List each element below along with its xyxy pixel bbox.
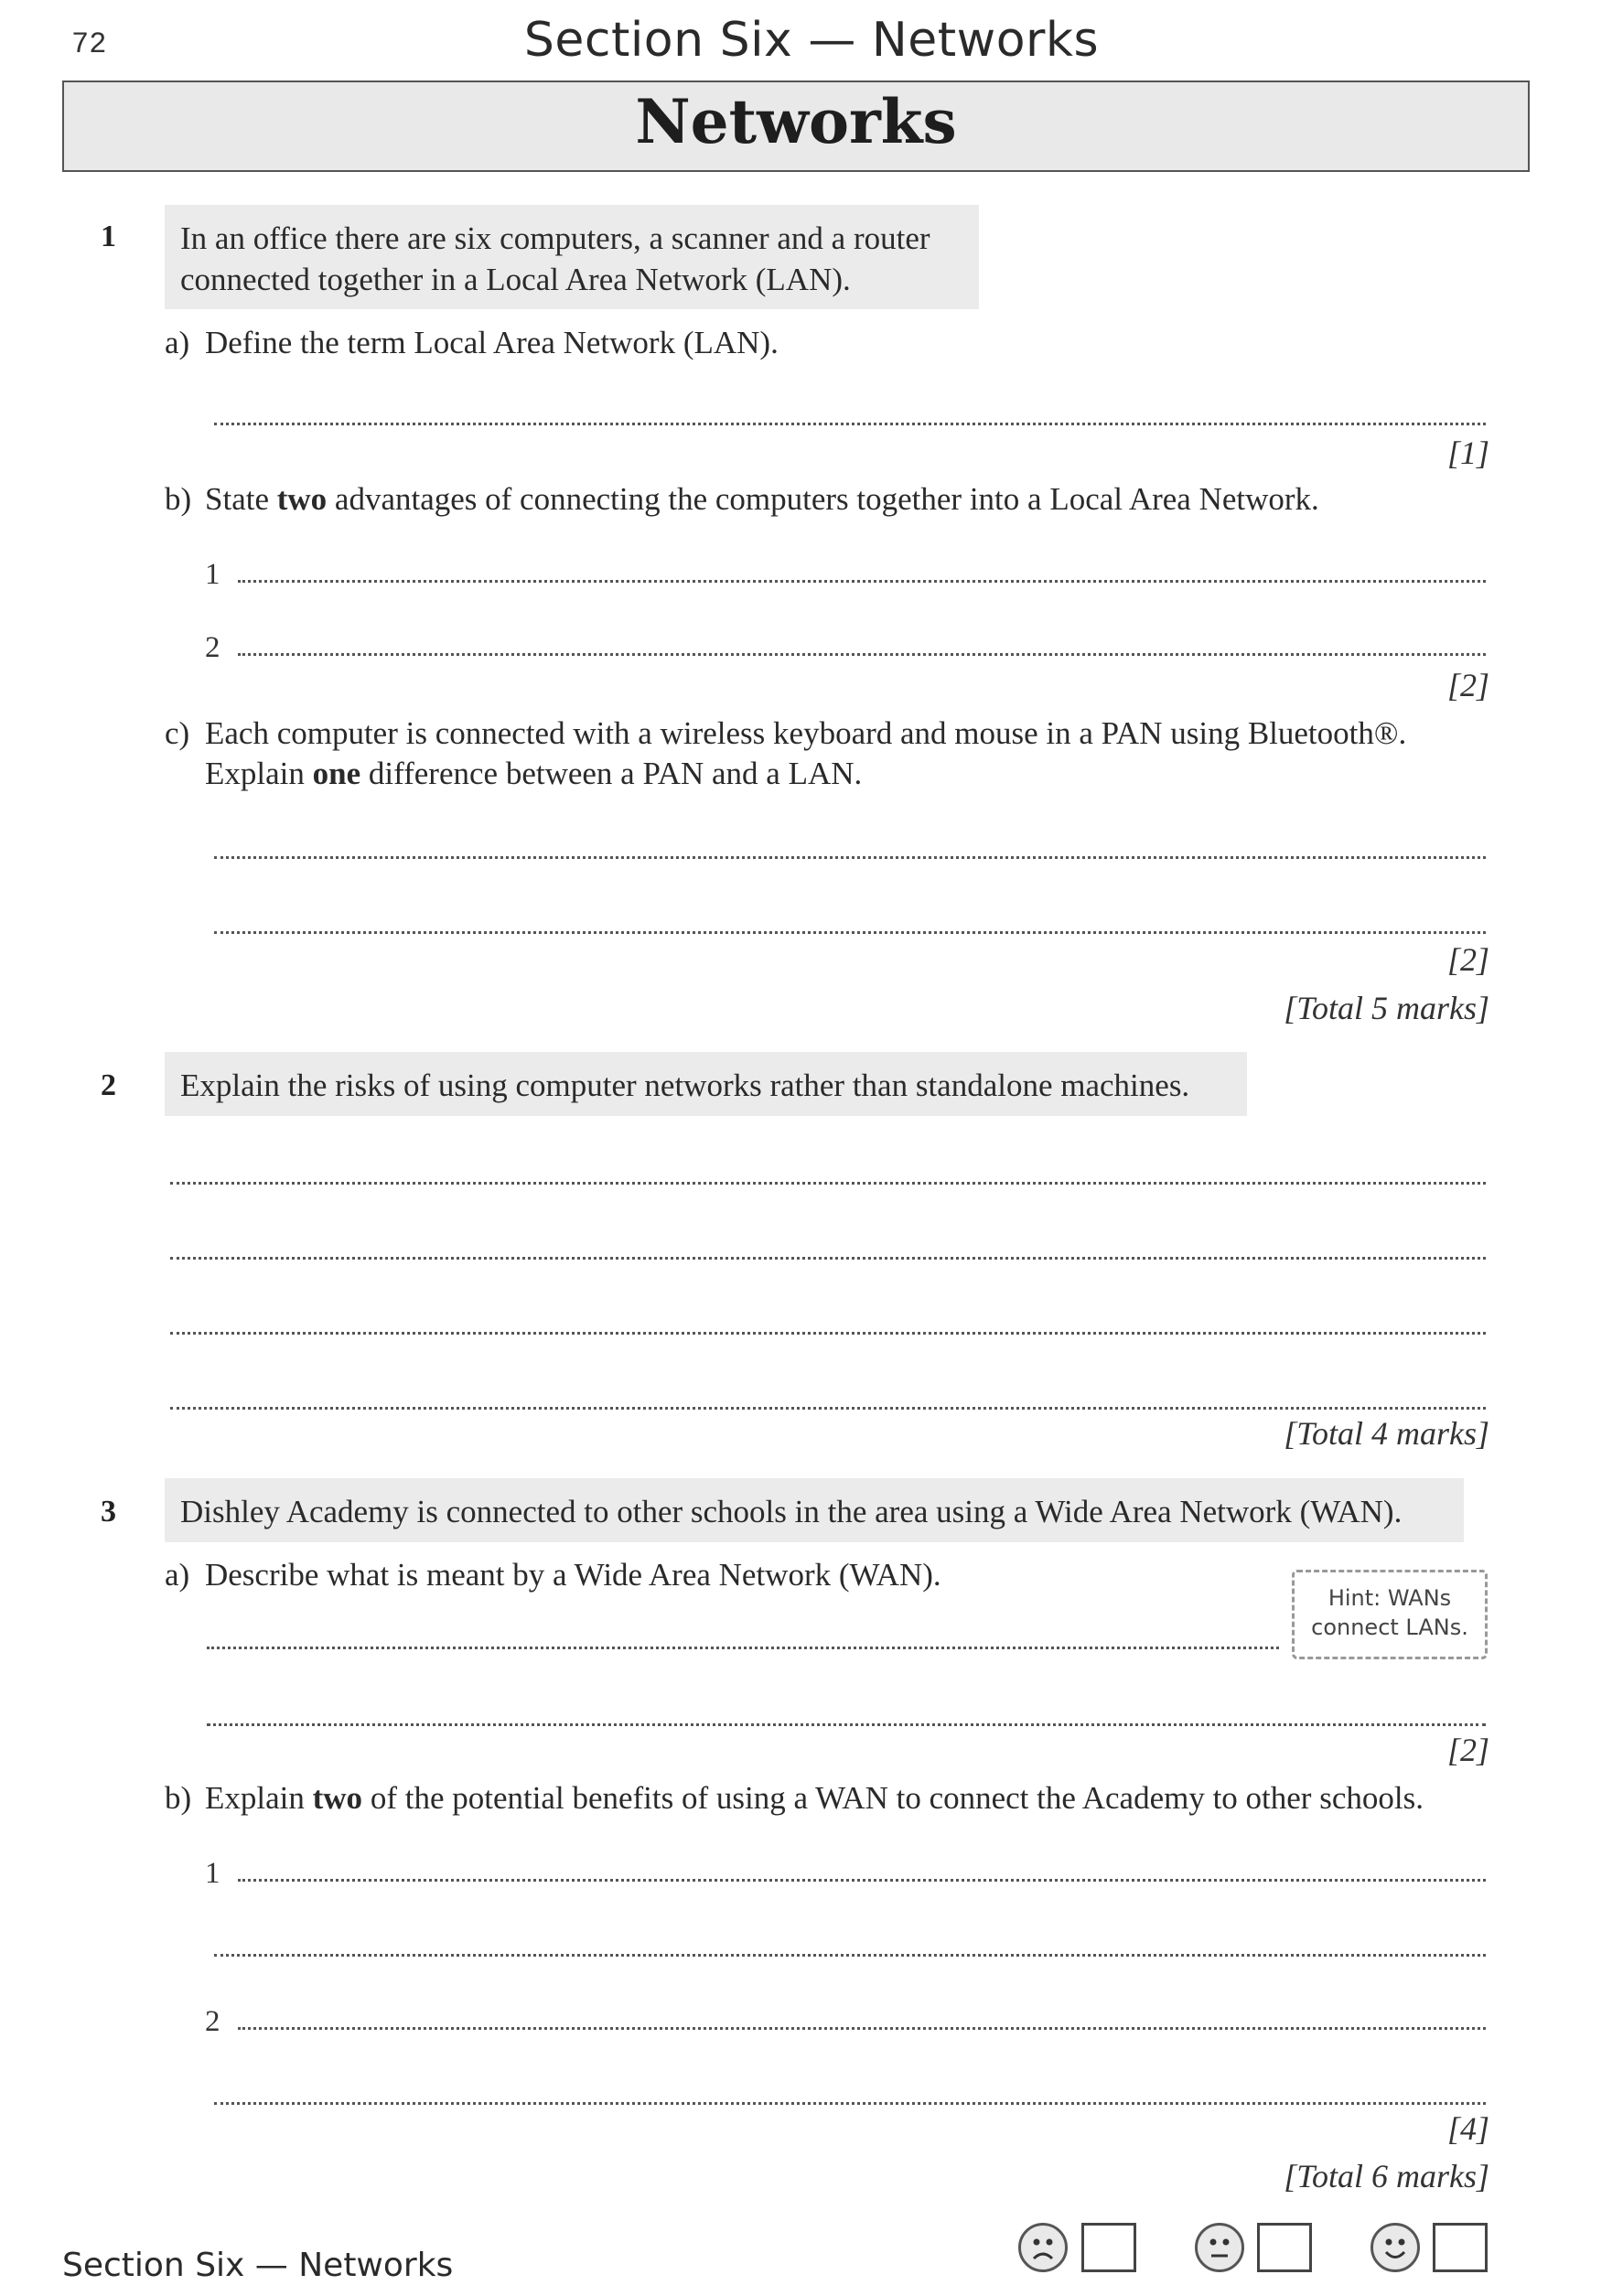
q1a-marks: [1] — [1446, 435, 1489, 471]
sad-face-icon[interactable] — [1018, 2223, 1068, 2272]
q1c-text-line1: Each computer is connected with a wireless keyboard and mouse in a PAN using Bluetooth®. — [205, 715, 1407, 751]
hint-line-1: Hint: WANs — [1327, 1585, 1452, 1611]
question-3-total: [Total 6 marks] — [1284, 2158, 1489, 2194]
q3a-text: Describe what is meant by a Wide Area Network (WAN). — [205, 1557, 941, 1593]
q1b-text: State two advantages of connecting the computers together into a Local Area Network. — [205, 481, 1319, 517]
page-title: Networks — [635, 86, 957, 157]
q1a-text: Define the term Local Area Network (LAN). — [205, 325, 779, 360]
q3b-label: b) — [165, 1780, 192, 1816]
q1c-answer-line-2[interactable] — [214, 931, 1486, 934]
q2-answer-line-4[interactable] — [170, 1407, 1486, 1410]
q3b-answer-line-2[interactable] — [214, 1954, 1486, 1957]
q3b-answer-line-1[interactable] — [238, 1879, 1486, 1882]
question-1-stem-line1: In an office there are six computers, a scanner and a router — [180, 220, 930, 256]
section-header: Section Six — Networks — [523, 13, 1100, 68]
q1b-marks: [2] — [1446, 667, 1489, 703]
q1b-number-2: 2 — [205, 631, 220, 664]
question-2-total: [Total 4 marks] — [1284, 1415, 1489, 1452]
happy-checkbox[interactable] — [1433, 2223, 1488, 2272]
q3b-marks: [4] — [1446, 2110, 1489, 2147]
question-1-total: [Total 5 marks] — [1284, 990, 1489, 1026]
q1a-answer-line[interactable] — [214, 423, 1486, 425]
sad-checkbox[interactable] — [1081, 2223, 1136, 2272]
q3a-label: a) — [165, 1557, 190, 1593]
q1b-number-1: 1 — [205, 558, 220, 591]
question-3-stem: Dishley Academy is connected to other schools in the area using a Wide Area Network (WAN). — [180, 1494, 1403, 1529]
question-2-stem: Explain the risks of using computer networks rather than standalone machines. — [180, 1068, 1190, 1103]
q3b-number-1: 1 — [205, 1857, 220, 1890]
footer-section-title: Section Six — Networks — [62, 2247, 454, 2284]
page-number: 72 — [71, 27, 107, 61]
q3a-marks: [2] — [1446, 1732, 1489, 1768]
q1c-marks: [2] — [1446, 941, 1489, 978]
hint-line-2: connect LANs. — [1311, 1615, 1468, 1640]
neutral-checkbox[interactable] — [1257, 2223, 1312, 2272]
q1c-answer-line-1[interactable] — [214, 856, 1486, 859]
question-3-number: 3 — [101, 1495, 116, 1529]
question-2-number: 2 — [101, 1068, 116, 1102]
q3a-answer-line-1[interactable] — [207, 1647, 1279, 1649]
happy-face-icon[interactable] — [1370, 2223, 1420, 2272]
q3b-answer-line-3[interactable] — [238, 2027, 1486, 2030]
q3a-answer-line-2[interactable] — [207, 1723, 1486, 1726]
q1c-text-line2: Explain one difference between a PAN and a LAN. — [205, 756, 863, 791]
question-1-number: 1 — [101, 220, 116, 253]
q3b-answer-line-4[interactable] — [214, 2102, 1486, 2105]
q2-answer-line-3[interactable] — [170, 1332, 1486, 1335]
q3b-text: Explain two of the potential benefits of using a WAN to connect the Academy to other schools. — [205, 1780, 1424, 1816]
q1b-answer-line-2[interactable] — [238, 653, 1486, 656]
q2-answer-line-2[interactable] — [170, 1257, 1486, 1260]
q2-answer-line-1[interactable] — [170, 1182, 1486, 1185]
q1a-label: a) — [165, 325, 190, 360]
q1b-label: b) — [165, 481, 192, 517]
question-1-stem-line2: connected together in a Local Area Network (LAN). — [180, 262, 851, 297]
hint-box — [1292, 1570, 1488, 1659]
q1b-answer-line-1[interactable] — [238, 580, 1486, 583]
neutral-face-icon[interactable] — [1195, 2223, 1244, 2272]
q3b-number-2: 2 — [205, 2005, 220, 2038]
q1c-label: c) — [165, 715, 190, 751]
